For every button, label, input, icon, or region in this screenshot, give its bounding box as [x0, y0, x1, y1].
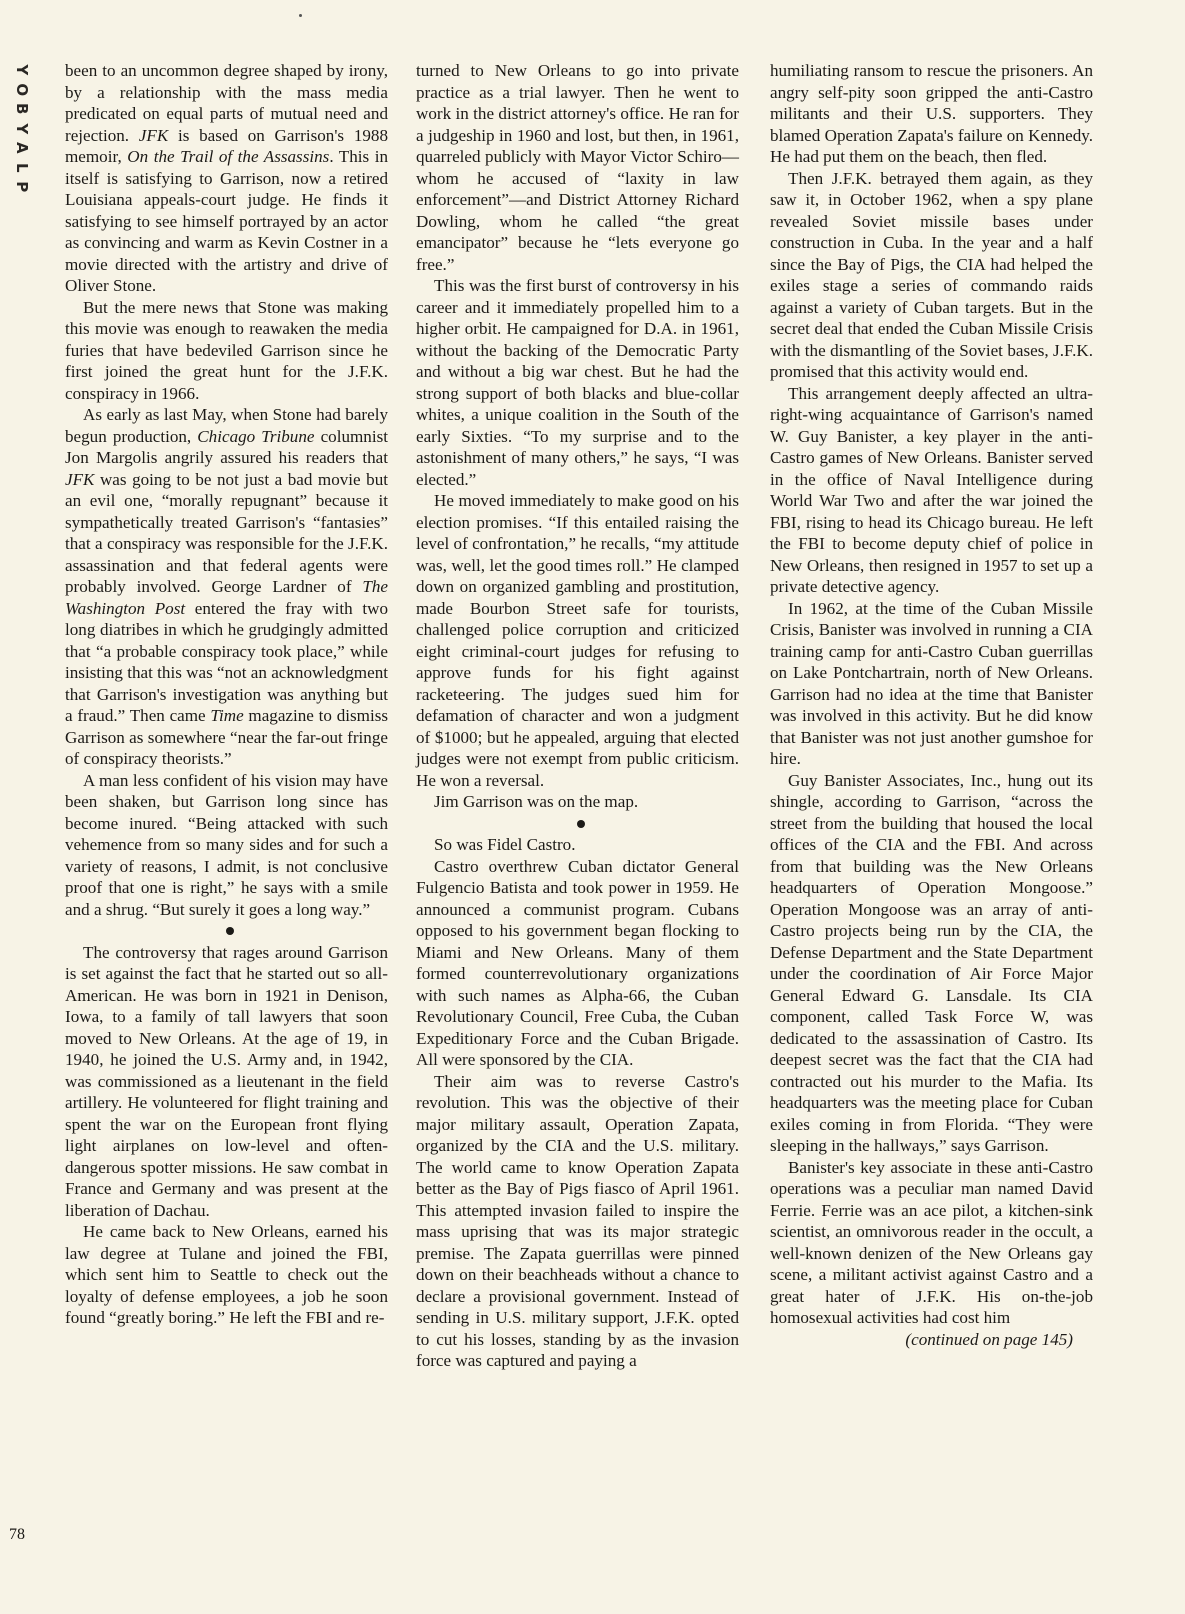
publication-title: Chicago Tribune	[197, 426, 315, 446]
film-title: JFK	[138, 125, 169, 145]
masthead-letter: Y	[12, 64, 31, 76]
continued-note: (continued on page 145)	[905, 1329, 1073, 1349]
paragraph: Banister's key associate in these anti-Castro operations was a peculiar man named David Ferrie. Ferrie was an ace pilot, a kitchen-sink scientist, an omnivorous reader in the occult, a well-known denizen of the New Orleans gay scene, a militant activist against Castro and a great hater of J.F.K. His on-the-job homosexual activities had cost him	[770, 1157, 1093, 1327]
print-speck	[299, 14, 302, 17]
masthead-letter: L	[12, 162, 31, 173]
paragraph: humiliating ransom to rescue the prisoners. An angry self-pity soon gripped the anti-Castro militants and their U.S. supporters. They blamed Operation Zapata's failure on Kennedy. He had put them on the beach, then fled.	[770, 61, 1093, 166]
paragraph: But the mere news that Stone was making this movie was enough to reawaken the media furies that have bedeviled Garrison since he first joined the great hunt for the J.F.K. conspiracy in 1966.	[65, 297, 388, 403]
article-column-1	[65, 60, 388, 1329]
paragraph: In 1962, at the time of the Cuban Missile Crisis, Banister was involved in running a CIA training camp for anti-Castro Cuban guerrillas on Lake Pontchartrain, north of New Orleans. Garrison had no idea at the time that Banister was involved in this activity. But he did know that Banister was not just another gumshoe for hire.	[770, 598, 1093, 768]
masthead-letter: O	[12, 82, 31, 96]
paragraph: He moved immediately to make good on his election promises. “If this entailed raising the level of confrontation,” he recalls, “my attitude was, well, let the good times roll.” He clamped down on organized gambling and prostitution, made Bourbon Street safe for tourists, challenged police corruption and criticized eight criminal-court judges for refusing to approve funds for his fight against racketeering. The judges sued him for defamation of character and won a judgment of $1000; but he appealed, arguing that elected judges were not exempt from public criticism. He won a reversal.	[416, 491, 739, 790]
paragraph: A man less confident of his vision may have been shaken, but Garrison long since has become inured. “Being attacked with such vehemence from so many sides and for such a variety of reasons, I admit, is not conclusive proof that one is right,” he says with a smile and a shrug. “But surely it goes a long way.”	[65, 770, 388, 919]
section-break-bullet	[416, 813, 739, 835]
paragraph: The controversy that rages around Garrison is set against the fact that he started out so all-American. He was born in 1921 in Denison, Iowa, to a family of tall lawyers that soon moved to New Orleans. At the age of 19, in 1940, he joined the U.S. Army and, in 1942, was commissioned as a lieutenant in the field artillery. He volunteered for flight training and spent the war on the European front flying light airplanes on low-level and often-dangerous spotter missions. He saw combat in France and Germany and was present at the liberation of Dachau.	[65, 942, 388, 1220]
paragraph: He came back to New Orleans, earned his law degree at Tulane and joined the FBI, which sent him to Seattle to check out the loyalty of defense employees, a job he soon found “greatly boring.” He left the FBI and re-	[65, 1222, 388, 1327]
page-number: 78	[9, 1526, 25, 1543]
paragraph: been to an uncommon degree shaped by irony, by a relationship with the mass media predicated on equal parts of mutual need and rejection. JFK is based on Garrison's 1988 memoir, On the Trail of the Assassins. This in itself is satisfying to Garrison, now a retired Louisiana appeals-court judge. He finds it satisfying to see himself portrayed by an actor as convincing and warm as Kevin Costner in a movie directed with the artistry and drive of Oliver Stone.	[65, 61, 389, 295]
paragraph: As early as last May, when Stone had barely begun production, Chicago Tribune columnist Jon Margolis angrily assured his readers that JFK was going to be not just a bad movie but an evil one, “morally repugnant” because it sympathetically treated Garrison's “fantasies” that a conspiracy was responsible for the J.F.K. assassination and that federal agents were probably involved. George Lardner of The Washington Post entered the fray with two long diatribes in which he grudgingly admitted that “a probable conspiracy took place,” while insisting that this was “not an acknowledgment that Garrison's investigation was anything but a fraud.” Then came Time magazine to dismiss Garrison as somewhere “near the far-out fringe of conspiracy theorists.”	[65, 405, 388, 768]
book-title: On the Trail of the Assassins	[127, 147, 330, 166]
film-title: JFK	[65, 469, 95, 489]
paragraph: Guy Banister Associates, Inc., hung out its shingle, according to Garrison, “across the street from the building that housed the local offices of the CIA and the FBI. And across from that building was the New Orleans headquarters of Operation Mongoose.” Operation Mongoose was an array of anti-Castro projects being run by the CIA, the Defense Department and the State Department under the coordination of Air Force Major General Edward G. Lansdale. Its CIA component, called Task Force W, was dedicated to the assassination of Castro. Its deepest secret was the fact that the CIA had contracted out his murder to the Mafia. Its headquarters was the meeting place for Cuban exiles coming in from Florida. “They were sleeping in the hallways,” says Garrison.	[770, 770, 1093, 1155]
section-break-bullet	[65, 920, 388, 942]
masthead-letter: P	[12, 181, 31, 193]
article-column-3	[770, 60, 1093, 1350]
masthead-letter: A	[12, 141, 31, 154]
paragraph: So was Fidel Castro.	[434, 835, 576, 854]
article-column-2	[416, 60, 739, 1372]
playboy-running-head	[6, 60, 32, 197]
paragraph: Their aim was to reverse Castro's revolution. This was the objective of their major military assault, Operation Zapata, organized by the CIA and the U.S. military. The world came to know Operation Zapata better as the Bay of Pigs fiasco of April 1961. This attempted invasion failed to inspire the mass uprising that was its major strategic premise. The Zapata guerrillas were pinned down on their beachheads without a chance to declare a provisional government. Instead of sending in U.S. military support, J.F.K. opted to cut his losses, standing by as the invasion force was captured and paying a	[416, 1071, 739, 1370]
masthead-letter: B	[12, 103, 31, 115]
publication-title: The Washington Post	[65, 577, 388, 618]
paragraph: Castro overthrew Cuban dictator General Fulgencio Batista and took power in 1959. He announced a communist program. Cubans opposed to his government began flocking to Miami and New Orleans. Many of them formed counterrevolutionary organizations with such names as Alpha-66, the Cuban Revolutionary Council, Free Cuba, the Cuban Expeditionary Force and the Cuban Brigade. All were sponsored by the CIA.	[416, 856, 739, 1069]
masthead-letter: Y	[12, 122, 31, 134]
publication-title: Time	[210, 706, 244, 725]
paragraph: This arrangement deeply affected an ultra-right-wing acquaintance of Garrison's named W. Guy Banister, a key player in the anti-Castro games of New Orleans. Banister served in the office of Naval Intelligence during World War Two and after the war joined the FBI, rising to head its Chicago bureau. He left the FBI to become deputy chief of police in New Orleans, then resigned in 1957 to set up a private detective agency.	[770, 383, 1093, 596]
paragraph: Jim Garrison was on the map.	[434, 792, 639, 811]
paragraph: turned to New Orleans to go into private practice as a trial lawyer. Then he went to work in the district attorney's office. He ran for a judgeship in 1960 and lost, but then, in 1961, quarreled publicly with Mayor Victor Schiro—whom he accused of “laxity in law enforcement”—and District Attorney Richard Dowling, whom he called “the great emancipator” because he “lets everyone go free.”	[416, 61, 739, 274]
paragraph: Then J.F.K. betrayed them again, as they saw it, in October 1962, when a spy plane revealed Soviet missile bases under construction in Cuba. In the year and a half since the Bay of Pigs, the CIA had helped the exiles stage a series of commando raids against a variety of Cuban targets. But in the secret deal that ended the Cuban Missile Crisis with the dismantling of the Soviet bases, J.F.K. promised that this activity would end.	[770, 168, 1093, 381]
paragraph: This was the first burst of controversy in his career and it immediately propelled him to a higher orbit. He campaigned for D.A. in 1961, without the backing of the Democratic Party and without a big war chest. But he had the strong support of both blacks and blue-collar whites, a unique coalition in the South of the early Sixties. “To my surprise and to the astonishment of many others,” he says, “I was elected.”	[416, 276, 739, 489]
